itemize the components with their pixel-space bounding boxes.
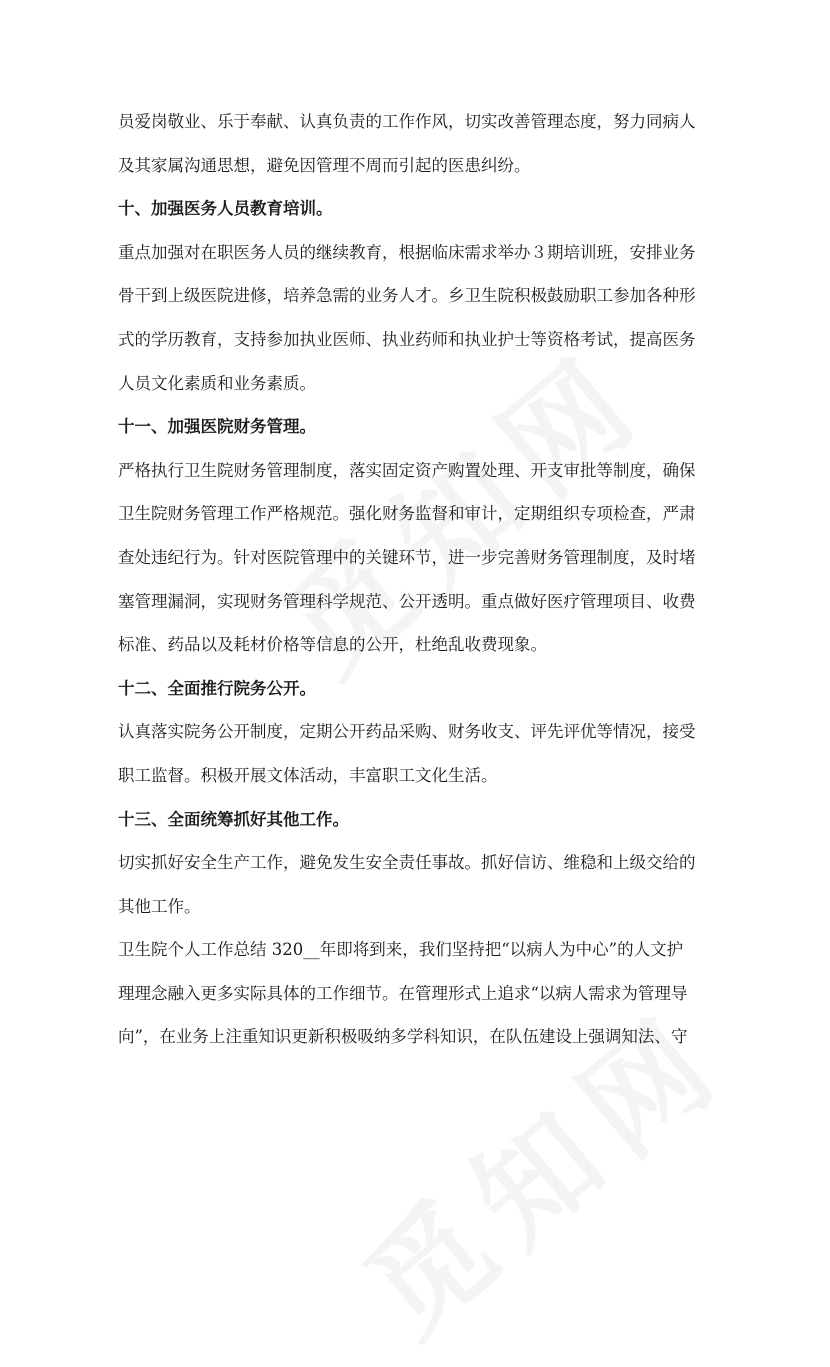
text-line: 向”，在业务上注重知识更新积极吸纳多学科知识，在队伍建设上强调知法、守 [118,1027,688,1047]
text-line: 严格执行卫生院财务管理制度，落实固定资产购置处理、开支审批等制度，确保 [118,460,696,480]
text-line: 重点加强对在职医务人员的继续教育，根据临床需求举办３期培训班，安排业务 [118,242,696,262]
text-line: 标准、药品以及耗材价格等信息的公开，杜绝乱收费现象。 [118,635,547,655]
text-line: 及其家属沟通思想，避免因管理不周而引起的医患纠纷。 [118,155,531,175]
text-line: 人员文化素质和业务素质。 [118,373,316,393]
heading-section-10 [118,187,718,231]
paragraph-finance [118,449,718,667]
heading-section-12 [118,667,718,711]
paragraph-summary [118,928,718,1059]
heading-text: 十、加强医务人员教育培训。 [118,199,333,219]
text-line: 员爱岗敬业、乐于奉献、认真负责的工作作风，切实改善管理态度，努力同病人 [118,112,696,131]
heading-text: 十二、全面推行院务公开。 [118,678,316,698]
text-line: 塞管理漏洞，实现财务管理科学规范、公开透明。重点做好医疗管理项目、收费 [118,591,696,611]
text-line: 认真落实院务公开制度，定期公开药品采购、财务收支、评先评优等情况，接受 [118,722,696,742]
heading-section-11 [118,405,718,449]
document-body [118,100,718,1059]
text-line: 骨干到上级医院进修，培养急需的业务人才。乡卫生院积极鼓励职工参加各种形 [118,286,696,306]
paragraph-training [118,231,718,405]
heading-section-13 [118,798,718,842]
paragraph-transparency [118,710,718,797]
heading-text: 十三、全面统筹抓好其他工作。 [118,809,349,829]
text-line: 切实抓好安全生产工作，避免发生安全责任事故。抓好信访、维稳和上级交给的 [118,853,696,873]
text-line: 卫生院财务管理工作严格规范。强化财务监督和审计，定期组织专项检查，严肃 [118,504,696,524]
text-line: 其他工作。 [118,896,201,916]
paragraph-safety [118,841,718,928]
text-line: 式的学历教育，支持参加执业医师、执业药师和执业护士等资格考试，提高医务 [118,329,696,349]
text-line: 查处违纪行为。针对医院管理中的关键环节，进一步完善财务管理制度，及时堵 [118,547,696,567]
text-line: 职工监督。积极开展文体活动，丰富职工文化生活。 [118,765,498,785]
heading-text: 十一、加强医院财务管理。 [118,417,316,437]
text-line: 理理念融入更多实际具体的工作细节。在管理形式上追求“以病人需求为管理导 [118,983,688,1003]
paragraph-service-attitude [118,100,718,187]
text-line: 卫生院个人工作总结 320__年即将到来，我们坚持把“以病人为中心”的人文护 [118,940,684,960]
